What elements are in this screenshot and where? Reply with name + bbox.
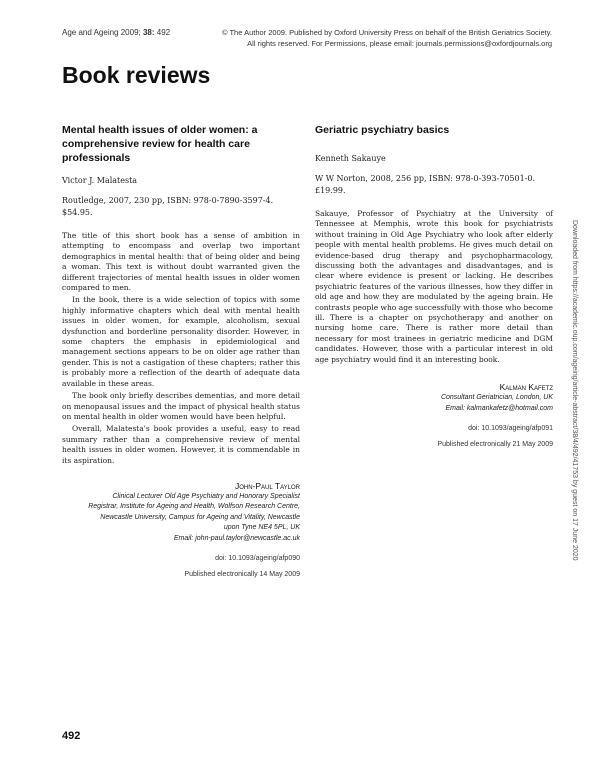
reviewer-affiliation-line: Consultant Geriatrician, London, UK: [440, 394, 553, 402]
review-body: [315, 209, 553, 365]
reviewer-affiliation-line: Newcastle University, Campus for Ageing and Vitality, Newcastle: [100, 513, 300, 521]
reviewer-signature: [315, 381, 553, 414]
reviewer-name: Kalman Kafetz: [499, 382, 553, 393]
reviewer-affiliation-line: Registrar, Institute for Ageing and Health, Wolfson Research Centre,: [88, 503, 300, 511]
download-watermark: Downloaded from https://academic.oup.com/ageing/article-abstract/38/4/492/41753 by guest on 17 June 2020: [571, 220, 578, 561]
section-title: Book reviews: [62, 62, 211, 88]
copyright-notice: [192, 27, 552, 49]
reviewer-signature: [62, 480, 300, 545]
review-body: [62, 231, 300, 466]
copyright-line: © The Author 2009. Published by Oxford University Press on behalf of the British Geriatrics Society.: [222, 28, 552, 37]
reviewer-email[interactable]: Email: kalmankafetz@hotmail.com: [445, 404, 553, 412]
book-author: Victor J. Malatesta: [62, 176, 138, 185]
paragraph: The book only briefly describes dementias, and more detail on menopausal issues and the impact of physical health status on mental health in older women would have been helpful.: [62, 391, 300, 421]
paragraph: Overall, Malatesta's book provides a useful, easy to read summary rather than a comprehensive review of mental health issues in older women. However, it is commendable in its aspiration.: [62, 424, 300, 465]
running-header: [62, 28, 170, 37]
journal-page: 492: [156, 28, 171, 37]
review-left: [62, 123, 300, 580]
journal-name: Age and Ageing 2009;: [62, 28, 141, 37]
review-right: [315, 123, 553, 450]
reviewer-affiliation-line: Clinical Lecturer Old Age Psychiatry and Honorary Specialist: [112, 492, 300, 500]
reviewer-affiliation-line: upon Tyne NE4 5PL, UK: [223, 524, 300, 532]
book-author: Kenneth Sakauye: [315, 154, 386, 163]
review-title: Geriatric psychiatry basics: [315, 124, 450, 136]
page-number: 492: [62, 730, 81, 742]
paragraph: The title of this short book has a sense of ambition in attempting to encompass and overlap two important demographics in mental health: that of being older and being a woman. This text is without doubt warranted given the different trajectories of mental health issues in older women compared to men.: [62, 231, 300, 293]
published-date: Published electronically 21 May 2009: [437, 441, 553, 449]
journal-volume: 38:: [142, 28, 155, 37]
book-publication: W W Norton, 2008, 256 pp, ISBN: 978-0-393-70501-0. £19.99.: [315, 174, 536, 195]
paragraph: In the book, there is a wide selection of topics with some highly informative chapters which deal with mental health issues in older women, for example, alcoholism, sexual dysfunction and borderline personality disorder. However, in some chapters the emphasis in epidemiological and management sections appears to be on older age rather than gender. This is not a castigation of these chapters; rather this is probably more a reflection of the dearth of adequate data available in these areas.: [62, 295, 300, 388]
doi[interactable]: doi: 10.1093/ageing/afp090: [215, 555, 300, 563]
doi[interactable]: doi: 10.1093/ageing/afp091: [468, 425, 553, 433]
book-publication: Routledge, 2007, 230 pp, ISBN: 978-0-7890-3597-4. $54.95.: [62, 196, 274, 217]
reviewer-email[interactable]: Email: john-paul.taylor@newcastle.ac.uk: [173, 534, 300, 542]
permissions-line: All rights reserved. For Permissions, please email: journals.permissions@oxfordjournals.org: [247, 39, 552, 48]
reviewer-name: John-Paul Taylor: [234, 480, 300, 491]
published-date: Published electronically 14 May 2009: [184, 571, 300, 579]
paragraph: Sakauye, Professor of Psychiatry at the University of Tennessee at Memphis, wrote this book for psychiatrists without training in Old Age Psychiatry who look after elderly people with mental health problems. He gives much detail on evidence-based drug therapy and psychopharmacology, discussing both the advantages and disadvantages, and is clear where evidence is present or lacking. He describes psychiatric features of the various illnesses, how they differ in old age and how they are modulated by the ageing brain. He contrasts people who age successfully with those who become ill. There is a chapter on psychotherapy and another on nursing home care. There is rather more detail than necessary for most trainees in geriatric medicine and DGM candidates. However, those with a particular interest in old age psychiatry would find it an interesting book.: [315, 209, 553, 364]
review-title: Mental health issues of older women: a comprehensive review for health care professionals: [62, 124, 258, 164]
